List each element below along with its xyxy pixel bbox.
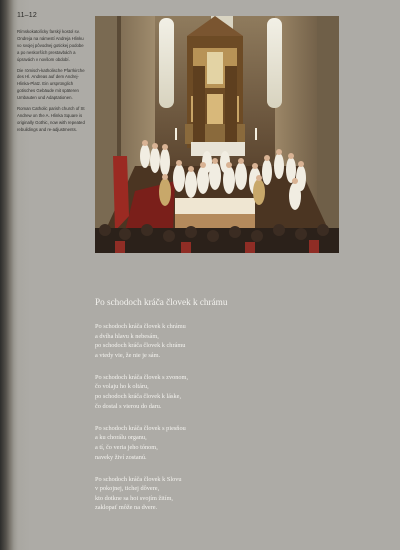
poem-stanza	[95, 475, 335, 513]
church-interior-photo	[95, 16, 339, 253]
poem-line: zaklopať môže na dvere.	[95, 504, 158, 512]
poem-line: a tí, čo veria jeho tónom,	[95, 443, 158, 451]
poem-body	[95, 322, 335, 526]
poem-title: Po schodoch kráča človek k chrámu	[95, 297, 228, 307]
poem-line: Po schodoch kráča človek s zvonom,	[95, 373, 189, 381]
poem-line: v pokojnej, tichej dôvere,	[95, 485, 160, 493]
caption-english: Roman Catholic parish church of St Andrew on the A. Hlinka Square is originally Gothic, now with repeated rebuildings and re-adjustments.	[17, 106, 85, 132]
poem-line: kto dotkne sa hoi svojím žitím,	[95, 494, 174, 502]
poem-line: čo volaju ho k oltáru,	[95, 383, 149, 391]
page-number: 11–12	[17, 12, 37, 19]
caption-german: Die römisch-katholische Pfarrkirche des Hl. Andreas auf dem Andrej-Hlinka-Platz. Ein ursprünglich gotisches Gebäude mit späteren Umbauten und Adaptationen.	[17, 67, 85, 101]
poem-line: naveky živí zostanú.	[95, 453, 147, 461]
caption-slovak: Rímskokatolícky farský kostol sv. Ondreja na námestí Andreja Hlinku vo svojej pôvodnej gotickej podobe a po neskorších prestavbách a úpravách v novšom období.	[17, 29, 84, 62]
poem-stanza	[95, 322, 335, 360]
poem-line: po schodoch kráča človek k chrámu	[95, 342, 186, 350]
poem-line: po schodoch kráča človek k láske,	[95, 393, 182, 401]
poem-line: Po schodoch kráča človek k chrámu	[95, 323, 186, 330]
poem-line: čo dostal s vierou do daru.	[95, 402, 162, 410]
poem-line: a vtedy vie, že nie je sám.	[95, 351, 161, 359]
poem-stanza	[95, 424, 335, 462]
poem-line: a ku chorálu organu,	[95, 434, 147, 442]
poem-line: Po schodoch kráča človek k Slovu	[95, 475, 182, 483]
poem-line: a dvíha hlavu k nebesám,	[95, 332, 159, 340]
poem-stanza	[95, 373, 335, 411]
photo-caption	[17, 29, 87, 138]
poem-line: Po schodoch kráča človek s piesňou	[95, 424, 186, 432]
